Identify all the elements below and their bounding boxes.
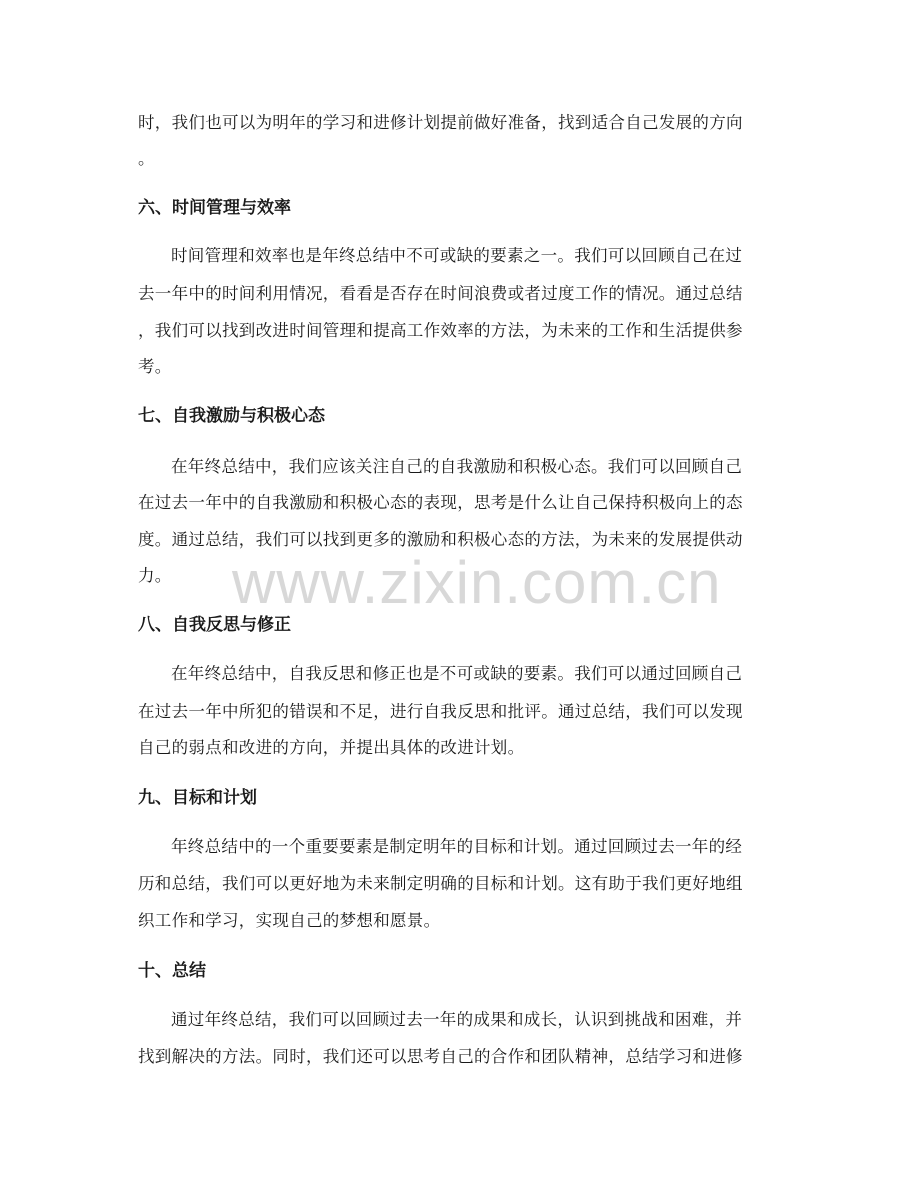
paragraph-line: ，我们可以找到改进时间管理和提高工作效率的方法，为未来的工作和生活提供参 [138,321,743,340]
paragraph-line: 织工作和学习，实现自己的梦想和愿景。 [138,911,441,930]
paragraph-line: 时间管理和效率也是年终总结中不可或缺的要素之一。我们可以回顾自己在过 [171,246,743,265]
paragraph-line: 自己的弱点和改进的方向，并提出具体的改进计划。 [138,738,525,757]
paragraph-line: 考。 [138,357,172,376]
paragraph-line: 在年终总结中，我们应该关注自己的自我激励和积极心态。我们可以回顾自己 [171,457,743,476]
section-heading: 七、自我激励与积极心态 [138,406,325,426]
paragraph-line: 在年终总结中，自我反思和修正也是不可或缺的要素。我们可以通过回顾自己 [171,664,743,683]
watermark: www.zixin.com.cn [232,549,722,616]
section-heading: 八、自我反思与修正 [138,615,291,635]
section-heading: 九、目标和计划 [138,788,257,808]
paragraph-line: 在过去一年中的自我激励和积极心态的表现，思考是什么让自己保持积极向上的态 [138,493,743,512]
paragraph-line: 在过去一年中所犯的错误和不足，进行自我反思和批评。通过总结，我们可以发现 [138,702,743,721]
paragraph-line: 年终总结中的一个重要要素是制定明年的目标和计划。通过回顾过去一年的经 [171,837,743,856]
paragraph-line: 通过年终总结，我们可以回顾过去一年的成果和成长，认识到挑战和困难，并 [171,1010,743,1029]
paragraph-line: 找到解决的方法。同时，我们还可以思考自己的合作和团队精神，总结学习和进修 [138,1047,743,1066]
paragraph-line: 去一年中的时间利用情况，看看是否存在时间浪费或者过度工作的情况。通过总结 [138,284,743,303]
paragraph-line: 历和总结，我们可以更好地为未来制定明确的目标和计划。这有助于我们更好地组 [138,874,743,893]
paragraph-line: 度。通过总结，我们可以找到更多的激励和积极心态的方法，为未来的发展提供动 [138,530,743,549]
paragraph-line: 力。 [138,566,172,585]
section-heading: 十、总结 [138,961,206,981]
paragraph-line: 。 [138,149,155,168]
paragraph-line: 时，我们也可以为明年的学习和进修计划提前做好准备，找到适合自己发展的方向 [138,113,743,132]
section-heading: 六、时间管理与效率 [138,198,291,218]
